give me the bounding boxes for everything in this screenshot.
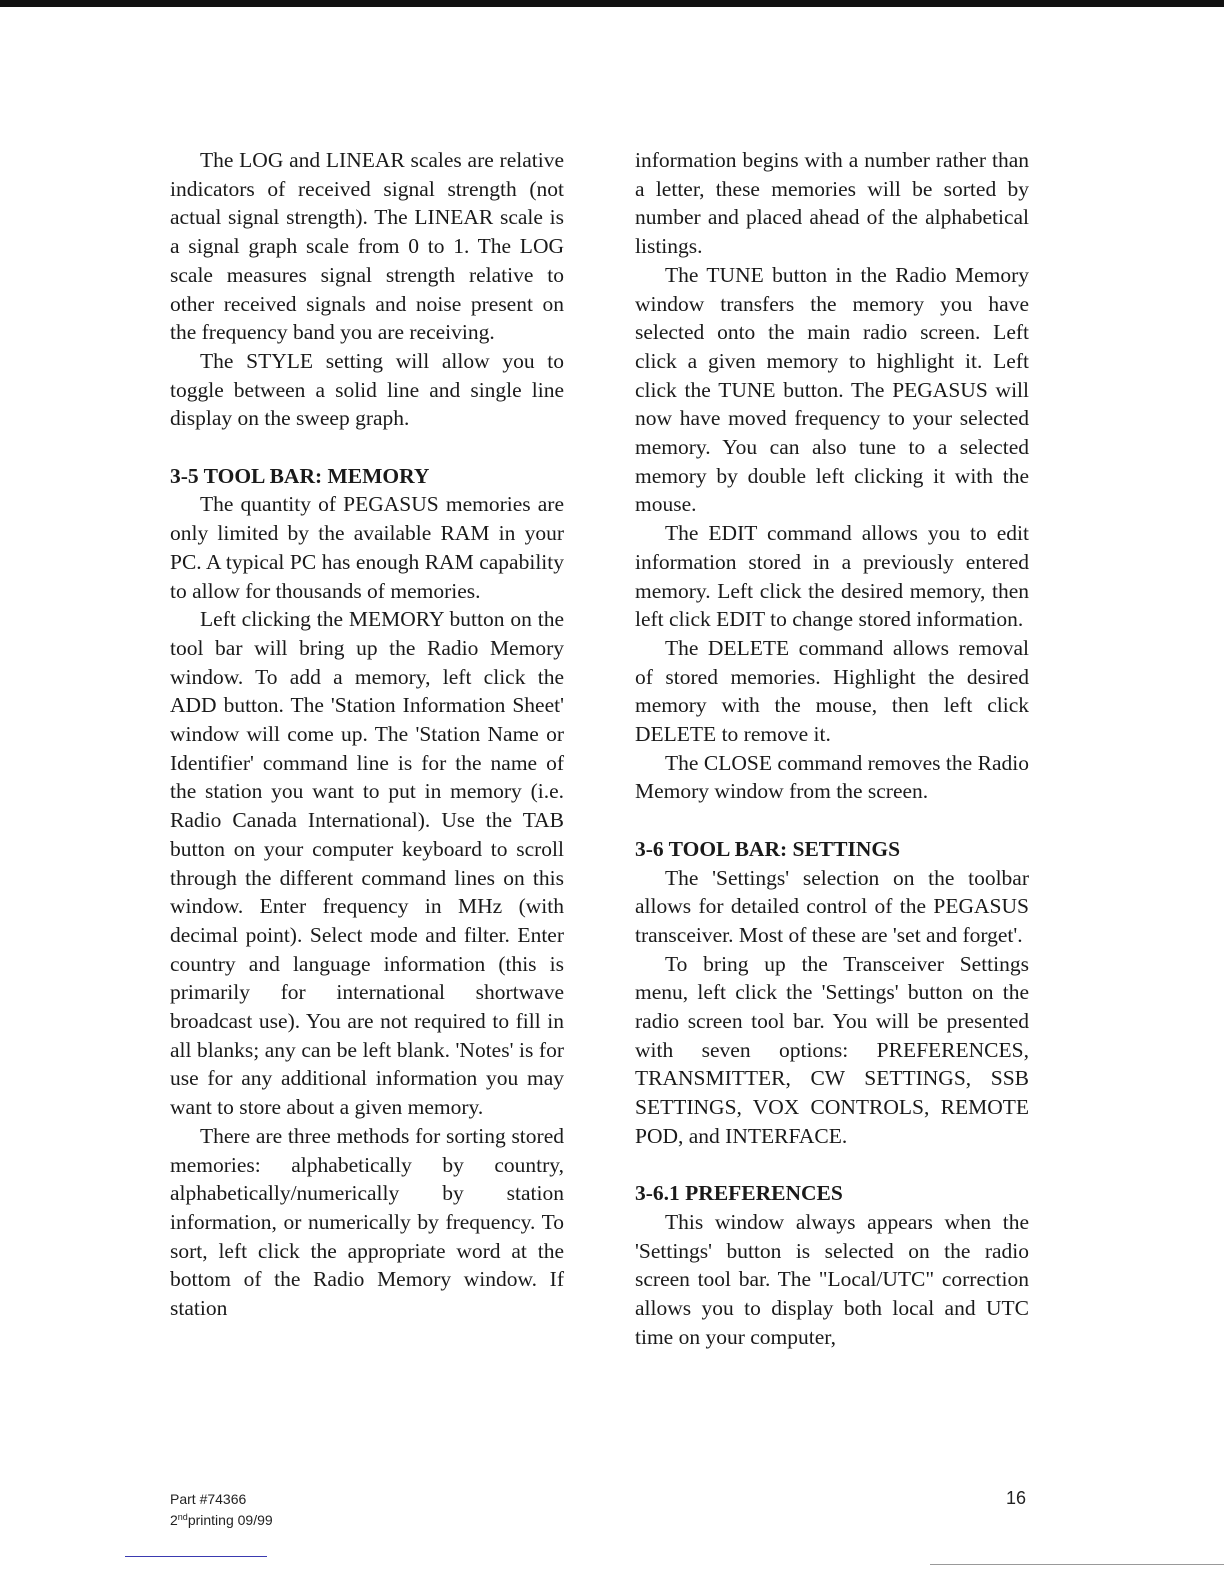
part-number: Part #74366 xyxy=(170,1491,247,1507)
heading-memory: 3-5 TOOL BAR: MEMORY xyxy=(170,463,430,488)
paragraph-memory-add: Left clicking the MEMORY button on the tool bar will bring up the Radio Memory window. To add a memory, left click the ADD button. The 'Station Information Sheet' window will come up. The 'Station Name or Identifier' command line is for the name of the station you want to put in memory (i.e. Radio Canada International). Use the TAB button on your computer keyboard to scroll through the different command lines on this window. Enter frequency in MHz (with decimal point). Select mode and filter. Enter country and language information (this is primarily for international shortwave broadcast use). You are not required to fill in all blanks; any can be left blank. 'Notes' is for use for any additional information you may want to store about a given memory. xyxy=(170,607,564,1120)
printing-ordinal-suffix: nd xyxy=(177,1512,188,1522)
bottom-rule-right xyxy=(930,1564,1224,1565)
paragraph-settings-menu: To bring up the Transceiver Settings menu, left click the 'Settings' button on the radio screen tool bar. You will be presented with seven options: PREFERENCES, TRANSMITTER, CW SETTINGS, SSB SETTINGS, VOX CONTROLS, REMOTE POD, and INTERFACE. xyxy=(635,951,1029,1148)
left-column xyxy=(170,146,564,1323)
heading-preferences: 3-6.1 PREFERENCES xyxy=(635,1181,843,1206)
footer-part-info xyxy=(170,1490,273,1529)
spacer xyxy=(635,1151,1029,1180)
paragraph-preferences: This window always appears when the 'Settings' button is selected on the radio screen tool bar. The "Local/UTC" correction allows you to display both local and UTC time on your computer, xyxy=(635,1209,1029,1349)
printing-info xyxy=(170,1508,273,1529)
paragraph-memory-quantity: The quantity of PEGASUS memories are only limited by the available RAM in your PC. A typical PC has enough RAM capability to allow for thousands of memories. xyxy=(170,492,564,603)
top-border-rule xyxy=(0,0,1224,7)
paragraph-delete-command: The DELETE command allows removal of stored memories. Highlight the desired memory with the mouse, then left click DELETE to remove it. xyxy=(635,635,1029,747)
paragraph-edit-command: The EDIT command allows you to edit information stored in a previously entered memory. Left click the desired memory, then left click EDIT to change stored information. xyxy=(635,521,1029,632)
paragraph-settings-intro: The 'Settings' selection on the toolbar allows for detailed control of the PEGASUS transceiver. Most of these are 'set and forget'. xyxy=(635,865,1029,947)
printing-ordinal: 2 xyxy=(170,1512,178,1528)
paragraph-tune-button: The TUNE button in the Radio Memory window transfers the memory you have selected onto the main radio screen. Left click a given memory to highlight it. Left click the TUNE button. The PEGASUS will now have moved frequency to your selected memory. You can also tune to a selected memory by double left clicking it with the mouse. xyxy=(635,262,1029,517)
paragraph-sorting-continued: information begins with a number rather than a letter, these memories will be sorted by number and placed ahead of the alphabetical listings. xyxy=(635,148,1029,259)
printing-date: printing 09/99 xyxy=(187,1512,273,1528)
spacer xyxy=(170,433,564,462)
paragraph-memory-sorting: There are three methods for sorting stored memories: alphabetically by country, alphabetically/numerically by station information, or numerically by frequency. To sort, left click the appropriate word at the bottom of the Radio Memory window. If station xyxy=(170,1123,564,1321)
paragraph-log-linear-scales: The LOG and LINEAR scales are relative indicators of received signal strength (not actual signal strength). The LINEAR scale is a signal graph scale from 0 to 1. The LOG scale measures signal strength relative to other received signals and noise present on the frequency band you are receiving. xyxy=(170,148,564,345)
paragraph-close-command: The CLOSE command removes the Radio Memory window from the screen. xyxy=(635,750,1029,804)
paragraph-style-setting: The STYLE setting will allow you to toggle between a solid line and single line display on the sweep graph. xyxy=(170,348,564,431)
page-number: 16 xyxy=(1006,1488,1027,1508)
spacer xyxy=(635,806,1029,835)
heading-settings: 3-6 TOOL BAR: SETTINGS xyxy=(635,836,901,861)
right-column xyxy=(635,146,1029,1352)
bottom-rule-left xyxy=(125,1556,267,1557)
